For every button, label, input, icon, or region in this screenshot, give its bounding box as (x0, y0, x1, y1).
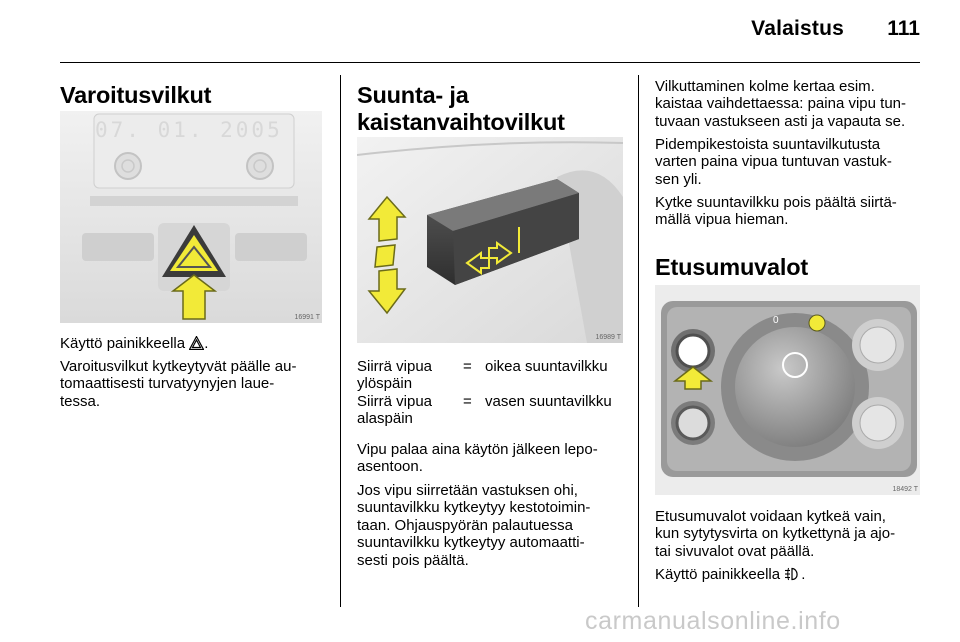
page-number: 111 (887, 17, 920, 40)
flash-three-times-paragraph: Vilkuttaminen kolme kertaa esim. kaistaa vaihdettaessa: paina vipu tun- tuvaan vastukseen asti ja vapauta se. (655, 78, 906, 130)
hazard-warning-icon (189, 336, 204, 354)
hazard-switch-illustration (60, 111, 322, 323)
heading-hazard-lights: Varoitusvilkut (60, 82, 212, 108)
fog-switch-illustration (655, 285, 920, 495)
operation-text: Käyttö painikkeella . (60, 335, 208, 354)
figure-hazard-switch (60, 111, 322, 323)
column-divider-1 (340, 75, 341, 607)
spec-equals: = (463, 393, 472, 410)
fog-condition-paragraph: Etusumuvalot voidaan kytkeä vain, kun sytytysvirta on kytkettynä ja ajo- tai sivuvalot ovat päällä. (655, 508, 896, 560)
fog-operation-text: Käyttö painikkeella . (655, 566, 805, 585)
dial-zero-marker: 0 (773, 315, 779, 326)
heading-turn-signals: Suunta- ja kaistanvaihtovilkut (357, 82, 565, 135)
clock-display: 07. 01. 2005 (95, 118, 283, 142)
header-rule (60, 62, 920, 63)
column-divider-2 (638, 75, 639, 607)
watermark: carmanualsonline.info (585, 607, 841, 635)
spec-result: oikea suuntavilkku (485, 358, 608, 375)
switch-off-paragraph: Kytke suuntavilkku pois päältä siirtä- mällä vipua hieman. (655, 194, 897, 229)
page-header (60, 0, 920, 50)
spec-equals: = (463, 358, 472, 375)
figure-number: 18492 T (892, 486, 918, 493)
continuous-paragraph: Jos vipu siirretään vastuksen ohi, suuntavilkku kytkeytyy kestotoimin- taan. Ohjauspyörän palautuessa suuntavilkku kytkeytyy automaatti- sesti pois päältä. (357, 482, 591, 569)
front-fog-light-icon (784, 567, 801, 585)
figure-fog-light-switch (655, 285, 920, 495)
section-title: Valaistus (751, 17, 844, 40)
figure-number: 16989 T (595, 334, 621, 341)
spec-result: vasen suuntavilkku (485, 393, 612, 410)
figure-turn-signal-lever (357, 137, 623, 343)
spec-action: Siirrä vipua alaspäin (357, 393, 433, 428)
long-signal-paragraph: Pidempikestoista suuntavilkutusta varten paina vipua tuntuvan vastuk- sen yli. (655, 136, 892, 188)
turn-lever-illustration (357, 137, 623, 343)
figure-number: 16991 T (294, 314, 320, 321)
return-paragraph: Vipu palaa aina käytön jälkeen lepo- asentoon. (357, 441, 598, 476)
hazard-paragraph: Varoitusvilkut kytkeytyvät päälle au- tomaattisesti turvatyynyjen laue- tessa. (60, 358, 297, 410)
spec-action: Siirrä vipua ylöspäin (357, 358, 433, 393)
heading-front-fog-lights: Etusumuvalot (655, 254, 808, 280)
